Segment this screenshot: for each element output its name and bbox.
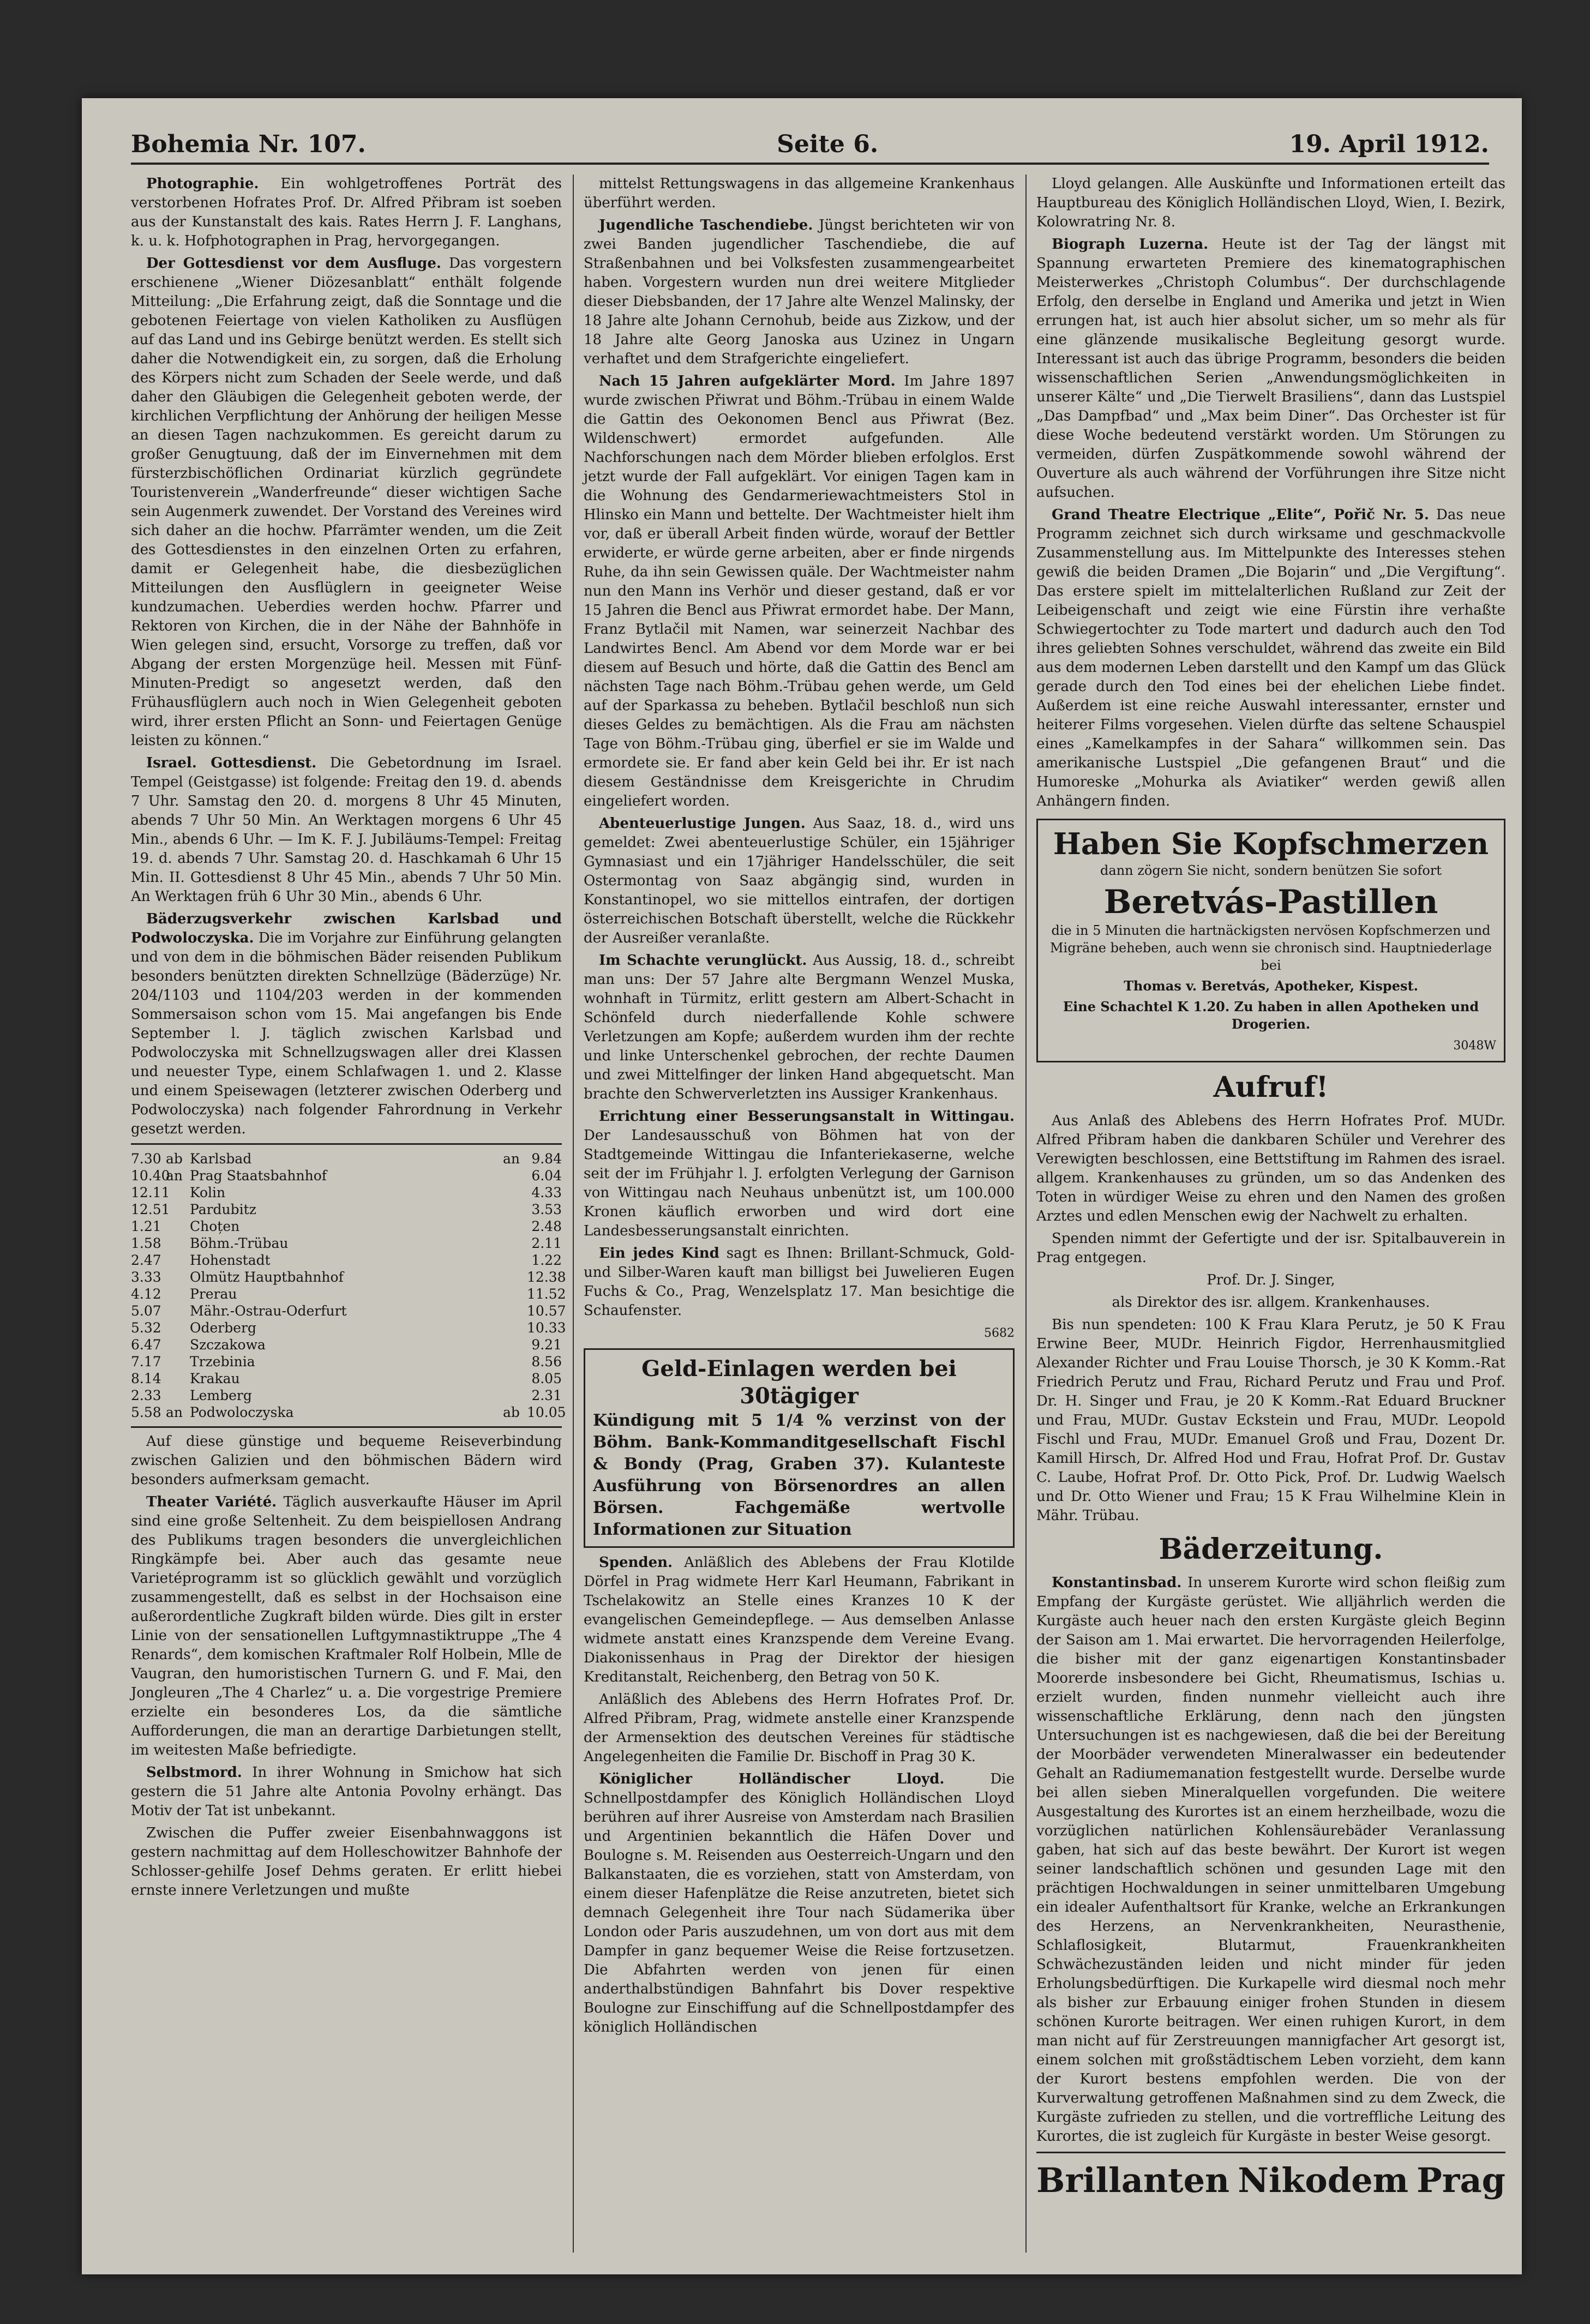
timetable-station: Prerau bbox=[190, 1286, 237, 1302]
article-israel-gottesdienst bbox=[131, 754, 562, 906]
timetable-m2 bbox=[503, 1353, 527, 1370]
article-lead: Biograph Luzerna. bbox=[1052, 236, 1209, 253]
columns bbox=[131, 175, 1506, 2253]
timetable-station: Böhm.-Trübau bbox=[190, 1235, 289, 1251]
timetable-m1: an bbox=[166, 1168, 183, 1184]
timetable-m1 bbox=[166, 1353, 190, 1370]
timetable-dep: 5.32 bbox=[131, 1320, 161, 1336]
timetable-m1 bbox=[166, 1336, 190, 1353]
article-lead: Theater Variété. bbox=[146, 1494, 277, 1510]
timetable-row bbox=[131, 1302, 566, 1319]
aufruf-donors: Bis nun spendeten: 100 K Frau Klara Perutz, je 50 K Frau Erwine Beer, MUDr. Heinrich Figdor, Herrenhausmitglied Alexander Richter und Frau Louise Thorsch, je 30 K Komm.-Rat Friedrich Perutz und Frau, Richard Perutz und Frau und Prof. Dr. H. Singer und Frau, je 20 K Komm.-Rat Eduard Bruckner und Frau, MUDr. Gustav Eckstein und Frau, MUDr. Leopold Fischl und Frau, MUDr. Emanuel Groß und Frau, Dozent Dr. Kamill Hirsch, Dr. Alfred Hod und Frau, Hofrat Prof. Dr. Gustav C. Laube, Hofrat Prof. Dr. Otto Pick, Prof. Dr. Ludwig Waelsch und Dr. Otto Wiener und Frau; 15 K Frau Wilhelmine Klein in Mähr. Trübau. bbox=[1036, 1317, 1505, 1524]
column-rule bbox=[573, 175, 574, 2253]
article-besserungsanstalt bbox=[584, 1107, 1015, 1241]
timetable-row bbox=[131, 1353, 562, 1370]
ad-word: Prag bbox=[1417, 2160, 1505, 2200]
timetable-m2 bbox=[503, 1286, 527, 1302]
timetable-m1 bbox=[166, 1302, 190, 1319]
article-spenden-2 bbox=[584, 1690, 1015, 1767]
timetable-dep: 12.11 bbox=[131, 1185, 170, 1200]
article-elite bbox=[1036, 506, 1505, 811]
timetable-arr: 10.05 bbox=[527, 1404, 566, 1420]
article-biograph bbox=[1036, 235, 1505, 502]
timetable-row bbox=[131, 1235, 562, 1252]
ad-firm: Thomas v. Beretvás, Apotheker, Kispest. bbox=[1124, 978, 1418, 994]
timetable-m1 bbox=[166, 1235, 190, 1252]
article-text: Jüngst berichteten wir von zwei Banden jugendlicher Taschendiebe, die auf Straßenbahnen und bei Volksfesten zusammengearbeitet haben. Vorgestern wurden nun drei weitere Mitglieder dieser Diebsbanden, der 17 Jahre alte Wenzel Malinsky, der 18 Jahre alte Johann Cernohub, beide aus Zizkow, und der 18 Jahre alte Georg Janoska aus Uzinez in Ungarn verhaftet und dem Strafgerichte eingeliefert. bbox=[584, 217, 1015, 367]
timetable-dep: 8.14 bbox=[131, 1371, 161, 1386]
timetable-dep: 7.30 bbox=[131, 1151, 161, 1167]
timetable-m2 bbox=[503, 1218, 527, 1235]
article-schacht bbox=[584, 951, 1015, 1104]
ad-nikodem bbox=[1036, 2152, 1505, 2202]
timetable-station: Lemberg bbox=[190, 1388, 252, 1403]
timetable-row bbox=[131, 1201, 562, 1218]
article-lloyd-cont bbox=[1036, 175, 1505, 232]
timetable-arr: 10.33 bbox=[527, 1320, 566, 1336]
timetable-m1 bbox=[166, 1184, 190, 1201]
timetable-m2 bbox=[503, 1184, 527, 1201]
article-photographie bbox=[131, 175, 562, 251]
timetable-dep: 5.07 bbox=[131, 1303, 161, 1319]
timetable-dep: 12.51 bbox=[131, 1202, 170, 1217]
timetable-station: Choțen bbox=[190, 1218, 240, 1234]
timetable-m2 bbox=[503, 1387, 527, 1404]
article-text: Die Gebetordnung im Israel. Tempel (Geistgasse) ist folgende: Freitag den 19. d. abends 7 Uhr. Samstag den 20. d. morgens 8 Uhr 45 Minuten, abends 7 Uhr 50 Min. An Werktagen morgens 6 Uhr 45 Min., abends 6 Uhr. — Im K. F. J. Jubiläums-Tempel: Freitag 19. d. abends 7 Uhr. Samstag 20. d. Haschkamah 6 Uhr 15 Min. II. Gottesdienst 8 Uhr 45 Min., abends 7 Uhr 50 Min. An Werktagen früh 6 Uhr 30 Min., abends 6 Uhr. bbox=[131, 755, 562, 905]
article-text: Die Schnellpostdampfer des Königlich Holländischen Lloyd berühren auf ihrer Ausreise von Amsterdam nach Brasilien und Argentinien bekanntlich die Häfen Dover und Boulogne s. M. Reisenden aus Oesterreich-Ungarn und den Balkanstaaten, die es vorziehen, statt von Amsterdam, von einem dieser Hafenplätze die Reise anzutreten, bietet sich demnach Gelegenheit ihre Tour nach Südamerika über London oder Paris auszudehnen, um von dort aus mit dem Dampfer in ganz bequemer Weise die Reise fortzusetzen. Die Abfahrten werden von jenen für einen anderthalbstündigen Bahnfahrt bis Dover respektive Boulogne zur Einschiffung auf die Schnellpostdampfer des königlich Holländischen bbox=[584, 1771, 1015, 2035]
article-baederzug bbox=[131, 910, 562, 1139]
article-lead: Königlicher Holländischer Lloyd. bbox=[599, 1771, 945, 1787]
timetable-arr: 2.11 bbox=[531, 1235, 562, 1251]
timetable-arr: 4.33 bbox=[531, 1185, 562, 1200]
timetable-station: Krakau bbox=[190, 1371, 240, 1386]
column-2 bbox=[584, 175, 1015, 2253]
ad-price: Eine Schachtel K 1.20. Zu haben in allen Apotheken und Drogerien. bbox=[1063, 999, 1479, 1032]
article-text: In ihrer Wohnung in Smichow hat sich gestern die 51 Jahre alte Antonia Povolny erhängt. Das Motiv der Tat ist unbekannt. bbox=[131, 1764, 562, 1819]
timetable-row bbox=[131, 1150, 562, 1167]
timetable-row bbox=[131, 1387, 562, 1404]
ad-heading: Geld-Einlagen werden bei 30tägiger bbox=[641, 1356, 957, 1409]
timetable-station: Kolin bbox=[190, 1185, 226, 1200]
timetable-m2 bbox=[503, 1336, 527, 1353]
article-lead: Nach 15 Jahren aufgeklärter Mord. bbox=[599, 373, 896, 389]
aufruf-text: Aus Anlaß des Ablebens des Herrn Hofrates Prof. MUDr. Alfred Přibram haben die dankbaren Schüler und Verehrer des Verewigten beschlossen, eine Bettstiftung im Rahmen des israel. allgem. Krankenhauses zu gründen, um so das Andenken des Toten in würdiger Weise zu ehren und den Namen des großen Arztes und edlen Menschen ewig der Nachwelt zu erhalten. bbox=[1036, 1113, 1505, 1224]
timetable-m1 bbox=[166, 1370, 190, 1387]
timetable-m2 bbox=[503, 1319, 527, 1336]
article-text: Heute ist der Tag der längst mit Spannung erwarteten Premiere des kinematographischen Meisterwerkes „Christoph Columbus“. Der durchschlagende Erfolg, den derselbe in England und Amerika und jetzt in Wien errungen hat, ist auch hier absolut sicher, um so mehr als für eine glänzende musikalische Begleitung gesorgt wurde. Interessant ist auch das übrige Programm, besonders die beiden wissenschaftlichen Serien „Anwendungsmöglichkeiten in unserer Kälte“ und „Die Tierwelt Brasiliens“, dann das Lustspiel „Das Dampfbad“ und „Max beim Diner“. Das Orchester ist für diese Woche bedeutend verstärkt worden. Um Störungen zu vermeiden, dürfen Zuspätkommende sowohl während der Ouverture als auch während der Vorführungen ihre Sitze nicht aufsuchen. bbox=[1036, 236, 1506, 501]
ad-code: 5682 bbox=[984, 1326, 1015, 1340]
article-lead: Errichtung einer Besserungsanstalt in Wittingau. bbox=[599, 1108, 1015, 1125]
timetable-dep: 2.33 bbox=[131, 1388, 161, 1403]
article-mord bbox=[584, 372, 1015, 811]
ad-beretvas bbox=[1036, 819, 1505, 1062]
article-text: In unserem Kurorte wird schon fleißig zum Empfang der Kurgäste gerüstet. Wie alljährlich werden die Kurgäste auch heuer nach den ersten Kurgäste gleich Beginn der Saison am 1. Mai erwartet. Die hervorragenden Heilerfolge, die bisher mit der ganz eigenartigen Konstantinsbader Moorerde insbesondere bei Gicht, Rheumatismus, Ischias u. erzielt wurden, finden nunmehr vielleicht auch ihre wissenschaftliche Erklärung, denn nach den jüngsten Untersuchungen ist es nachgewiesen, daß die bei der Bereitung der Moorbäder verwendeten Mineralwasser ein bedeutender Gehalt an Radiumemanation festgestellt wurde. Derselbe wurde bei allen sieben Mineralquellen vorgefunden. Die weitere Ausgestaltung des Kurortes ist an einem herzheilbade, wozu die vorzüglichen natürlichen Kohlensäurebäder Veranlassung gaben, hat sich auf das beste bewährt. Der Kurort ist wegen seiner landschaftlich schönen und gesunden Lage mit den prächtigen Hochwaldungen in seiner unmittelbaren Umgebung ein idealer Aufenthaltsort für Kranke, welche an Erkrankungen des Herzens, an Nervenkrankheiten, Neurasthenie, Schlaflosigkeit, Blutarmut, Frauenkrankheiten Schwächezuständen leiden und nicht minder für jeden Erholungsbedürftigen. Die Kurkapelle wird diesmal noch mehr als bisher zur Erbauung einiger frohen Stunden in diesem schönen Kurorte beitragen. Wer einen ruhigen Kurort, in dem man nicht auf für Zerstreuungen mannigfacher Art gesorgt ist, einem solchen mit großstädtischem Leben vorzieht, dem kann der Kurort bestens empfohlen werden. Die von der Kurverwaltung getroffenen Maßnahmen sind zu dem Zweck, die Kurgäste zufrieden zu stellen, und die vortreffliche Leitung des Kurortes, die ist zugleich für Kurgäste in bester Weise gesorgt. bbox=[1036, 1575, 1506, 2145]
article-lead: Grand Theatre Electrique „Elite“, Pořič Nr. 5. bbox=[1052, 507, 1429, 523]
ad-fuchs bbox=[584, 1244, 1015, 1320]
article-text: Anläßlich des Ablebens des Herrn Hofrates Prof. Dr. Alfred Přibram, Prag, widmete anstelle einer Kranzspende der Armensektion des deutschen Vereines für städtische Angelegenheiten die Familie Dr. Bischoff in Prag 30 K. bbox=[584, 1691, 1015, 1765]
article-text: Die im Vorjahre zur Einführung gelangten und von dem in die böhmischen Bäder reisenden Publikum besonders benützten direkten Schnellzüge (Bäderzüge) Nr. 204/1103 und 1104/203 werden in der kommenden Sommersaison schon vom 15. Mai angefangen bis Ende September l. J. täglich zwischen Karlsbad und Podwoloczyska mit Schnellzugswagen aller drei Klassen und neuester Type, einem Schlafwagen 1. und 2. Klasse und einem Speisewagen (letzterer zwischen Oderberg und Podwoloczyska) nach folgender Fahrordnung in Verkehr gesetzt werden. bbox=[131, 930, 562, 1137]
timetable-station: Pardubitz bbox=[190, 1202, 256, 1217]
article-konstantinsbad bbox=[1036, 1574, 1505, 2146]
article-lead: Abenteuerlustige Jungen. bbox=[599, 815, 806, 832]
ad-brand: Beretvás-Pastillen bbox=[1103, 883, 1438, 921]
timetable-row bbox=[131, 1218, 562, 1235]
header-issue: Bohemia Nr. 107. bbox=[131, 130, 366, 158]
aufruf-text-2: Spenden nimmt der Gefertigte und der isr. Spitalbauverein in Prag entgegen. bbox=[1036, 1230, 1505, 1266]
timetable-m2 bbox=[503, 1302, 527, 1319]
ad-word: Nikodem bbox=[1238, 2160, 1409, 2200]
article-text: sagt es Ihnen: Brillant-Schmuck, Gold- und Silber-Waren kauft man billigst bei Juwelieren Eugen Fuchs & Co., Prag, Wenzelsplatz 17. Man besichtige die Schaufenster. bbox=[584, 1245, 1015, 1319]
timetable-dep: 1.21 bbox=[131, 1218, 161, 1234]
article-taschendiebe bbox=[584, 216, 1015, 369]
timetable-station: Karlsbad bbox=[190, 1151, 252, 1167]
article-text: Aus Saaz, 18. d., wird uns gemeldet: Zwei abenteuerlustige Schüler, ein 15jähriger Gymnasiast und ein 17jähriger Handelsschüler, die seit Ostermontag von Saaz abgängig sind, wurden in Konstantinopel, wo sie mittellos eintrafen, der dortigen österreichischen Botschaft überstellt, welche die Rückkehr der Ausreißer veranlaßte. bbox=[584, 815, 1015, 946]
article-text: Anläßlich des Ablebens der Frau Klotilde Dörfel in Prag widmete Herr Karl Heumann, Fabrikant in Tschelakowitz an Stelle eines Kranzes 10 K der evangelischen Gemeindepflege. — Aus demselben Anlasse widmete anstatt eines Kranzspende dem Vereine Evang. Diakonissenhaus in Prag der Direktor der hiesigen Kreditanstalt, Reichenberg, den Betrag von 50 K. bbox=[584, 1554, 1015, 1685]
article-theater-variete bbox=[131, 1493, 562, 1760]
column-1 bbox=[131, 175, 566, 2253]
article-text: mittelst Rettungswagens in das allgemeine Krankenhaus überführt werden. bbox=[584, 176, 1015, 211]
timetable-row bbox=[131, 1370, 562, 1387]
article-lead: Ein jedes Kind bbox=[599, 1245, 719, 1262]
article-selbstmord bbox=[131, 1763, 562, 1821]
timetable-m1 bbox=[166, 1286, 190, 1302]
timetable-row bbox=[131, 1252, 562, 1269]
article-spenden bbox=[584, 1553, 1015, 1687]
timetable-station: Hohenstadt bbox=[190, 1252, 271, 1268]
timetable-arr: 8.56 bbox=[531, 1354, 562, 1370]
timetable-station: Trzebinia bbox=[190, 1354, 255, 1370]
timetable-arr: 12.38 bbox=[527, 1269, 566, 1285]
timetable-m2 bbox=[503, 1252, 527, 1269]
column-rule bbox=[1025, 175, 1027, 2253]
column-3 bbox=[1036, 175, 1505, 2253]
timetable-station: Prag Staatsbahnhof bbox=[190, 1168, 327, 1184]
article-gottesdienst-ausflug bbox=[131, 254, 562, 750]
article-reiseverbindung bbox=[131, 1432, 562, 1490]
timetable-row bbox=[131, 1167, 562, 1184]
ad-sub: dann zögern Sie nicht, sondern benützen Sie sofort bbox=[1100, 863, 1442, 878]
timetable-arr: 10.57 bbox=[527, 1303, 566, 1319]
aufruf-signature: Prof. Dr. J. Singer, bbox=[1207, 1272, 1335, 1288]
ad-geld-einlagen bbox=[584, 1348, 1015, 1548]
header-date: 19. April 1912. bbox=[1289, 130, 1489, 158]
timetable-arr: 2.48 bbox=[531, 1218, 562, 1234]
article-lead: Konstantinsbad. bbox=[1052, 1575, 1182, 1591]
timetable-dep: 1.58 bbox=[131, 1235, 161, 1251]
timetable-arr: 1.22 bbox=[531, 1252, 562, 1268]
baederzeitung-heading: Bäderzeitung. bbox=[1159, 1533, 1383, 1566]
timetable-dep: 2.47 bbox=[131, 1252, 161, 1268]
timetable-m2: ab bbox=[503, 1404, 520, 1420]
timetable bbox=[131, 1143, 566, 1428]
timetable-m2 bbox=[503, 1370, 527, 1387]
timetable-m2: an bbox=[503, 1151, 520, 1167]
article-lead: Israel. Gottesdienst. bbox=[146, 755, 317, 771]
timetable-dep: 5.58 bbox=[131, 1404, 161, 1420]
article-lead: Jugendliche Taschendiebe. bbox=[599, 217, 813, 233]
timetable-row bbox=[131, 1336, 562, 1353]
timetable-station: Oderberg bbox=[190, 1320, 256, 1336]
timetable-dep: 3.33 bbox=[131, 1269, 161, 1285]
timetable-m1 bbox=[166, 1319, 190, 1336]
timetable-m1: an bbox=[166, 1404, 183, 1420]
article-lead: Photographie. bbox=[146, 176, 259, 192]
article-text: Zwischen die Puffer zweier Eisenbahnwaggons ist gestern nachmittag auf dem Holleschowitzer Bahnhofe der Schlosser-gehilfe Josef Dehms geraten. Er erlitt hiebei ernste innere Verletzungen und mußte bbox=[131, 1825, 562, 1899]
article-lead: Bäderzugsverkehr zwischen Karlsbad und Podwoloczyska. bbox=[131, 911, 562, 946]
timetable-m2 bbox=[503, 1269, 527, 1286]
timetable-dep: 4.12 bbox=[131, 1286, 161, 1302]
article-text: Lloyd gelangen. Alle Auskünfte und Informationen erteilt das Hauptbureau des Königlich Holländischen Lloyd, Wien, I. Bezirk, Kolowratring Nr. 8. bbox=[1036, 176, 1505, 230]
timetable-row bbox=[131, 1184, 562, 1201]
ad-text: Kündigung mit 5 1/4 % verzinst von der Böhm. Bank-Kommanditgesellschaft Fischl & Bondy (Prag, Graben 37). Kulanteste Ausführung von Börsenordres an allen Börsen. Fachgemäße wertvolle Informationen zur Situation bbox=[593, 1411, 1005, 1539]
timetable-arr: 9.84 bbox=[531, 1151, 562, 1167]
page-header bbox=[131, 125, 1489, 165]
timetable-row bbox=[131, 1286, 566, 1302]
timetable-dep: 6.47 bbox=[131, 1337, 161, 1353]
timetable-arr: 6.04 bbox=[531, 1168, 562, 1184]
timetable-m1 bbox=[166, 1201, 190, 1218]
aufruf-signature-title: als Direktor des isr. allgem. Krankenhauses. bbox=[1112, 1294, 1430, 1311]
article-text: Auf diese günstige und bequeme Reiseverbindung zwischen Galizien und den böhmischen Bädern wird besonders aufmerksam gemacht. bbox=[131, 1433, 562, 1488]
timetable-row bbox=[131, 1319, 566, 1336]
article-lead: Spenden. bbox=[599, 1554, 673, 1571]
article-lead: Der Gottesdienst vor dem Ausfluge. bbox=[146, 255, 441, 272]
timetable-dep: 7.17 bbox=[131, 1354, 161, 1370]
timetable-station: Podwoloczyska bbox=[190, 1404, 294, 1420]
timetable-station: Mähr.-Ostrau-Oderfurt bbox=[190, 1303, 347, 1319]
ad-code: 3048W bbox=[1453, 1039, 1496, 1053]
timetable-m1 bbox=[166, 1387, 190, 1404]
timetable-m2 bbox=[503, 1235, 527, 1252]
article-text: Das neue Programm zeichnet sich durch wirksame und geschmackvolle Zusammenstellung aus. Im Mittelpunkte des Interesses stehen gewiß die beiden Dramen „Die Bojarin“ und „Die Vergiftung“. Das erstere spielt im mittelalterlichen Rußland zur Zeit der Leibeigenschaft und zeigt wie eine Fürstin ihre verhaßte Schwiegertochter zu Tode martert und dadurch auch den Tod ihres geliebten Sohnes verschuldet, während das zweite ein Bild aus dem modernen Leben darstellt und den Kampf um das Glück gerade durch den Tod eines bei der ehelichen Liebe findet. Außerdem ist eine reiche Auswahl interessanter, ernster und heiterer Films vorgesehen. Vielen dürfte das seltene Schauspiel eines „Kamelkampfes in der Sahara“ willkommen sein. Das amerikanische Lustspiel „Die gefangenen Braut“ und die Humoreske „Mohurka als Aviatiker“ werden gewiß allen Anhängern finden. bbox=[1036, 507, 1505, 809]
article-text: Der Landesausschuß von Böhmen hat von der Stadtgemeinde Wittingau die Infanteriekaserne, welche seit der im Frühjahr l. J. erfolgten Verlegung der Garnison von Wittingau nach Neuhaus unbenützt ist, um 100.000 Kronen käuflich erworben und wird dort eine Landesbesserungsanstalt einrichten. bbox=[584, 1127, 1015, 1239]
article-jungen bbox=[584, 814, 1015, 948]
aufruf-heading: Aufruf! bbox=[1213, 1071, 1329, 1104]
timetable-m2 bbox=[503, 1167, 527, 1184]
article-text: Täglich ausverkaufte Häuser im April sind eine große Seltenheit. Zu dem beispiellosen Andrang des Publikums tragen besonders die unvergleichlichen Ringkämpfe bei. Aber auch das gesamte neue Varietéprogramm ist so glücklich gewählt und vorzüglich zusammengestellt, daß es selbst in der Hochsaison eine außerordentliche Zugkraft bilden würde. Dies gilt in erster Linie von der sensationellen Luftgymnastiktruppe „The 4 Renards“, dem komischen Kraftmaler Rolf Holbein, Mlle de Vaugran, den humoristischen Turnern G. und F. Mai, den Jongleuren „The 4 Charlez“ u. a. Die vorgestrige Premiere erzielte ein besonderes Los, da die sämtliche Aufforderungen, die man an derartige Darbietungen stellt, im weitesten Maße befriedigte. bbox=[131, 1494, 562, 1758]
header-page-number: Seite 6. bbox=[777, 130, 879, 158]
timetable-row bbox=[131, 1404, 566, 1421]
article-text: Im Jahre 1897 wurde zwischen Přiwrat und Böhm.-Trübau in einem Walde die Gattin des Oekonomen Bencl aus Přiwrat (Bez. Wildenschwert) ermordet aufgefunden. Alle Nachforschungen nach dem Mörder blieben erfolglos. Erst jetzt wurde der Fall aufgeklärt. Vor einigen Tagen kam in die Wohnung des Gendarmeriewachtmeisters Stol in Hlinsko ein Mann und bettelte. Der Wachtmeister hielt ihm vor, daß er überall Arbeit finden würde, worauf der Bettler erwiderte, er würde gerne arbeiten, aber er finde nirgends Ruhe, da ihn sein Gewissen quäle. Der Wachtmeister nahm nun den Mann ins Verhör und dieser gestand, daß er vor 15 Jahren die Bencl aus Přiwrat ermordet habe. Der Mann, Franz Bytlačil mit Namen, war seinerzeit Nachbar des Landwirtes Bencl. Am Abend vor dem Morde war er bei diesem auf Besuch und hörte, daß die Gattin des Bencl am nächsten Tage nach Böhm.-Trübau gehen werde, um Geld auf der Sparkassa zu beheben. Bytlačil beschloß nun sich dieses Geldes zu bemächtigen. Als die Frau am nächsten Tage von Böhm.-Trübau ging, überfiel er sie im Walde und ermordete sie. Er fand aber kein Geld bei ihr. Er ist nach diesem Geständnisse dem Kreisgerichte in Chrudim eingeliefert worden. bbox=[584, 373, 1015, 809]
timetable-arr: 9.21 bbox=[531, 1337, 562, 1353]
timetable-m1 bbox=[166, 1252, 190, 1269]
article-lead: Im Schachte verunglückt. bbox=[599, 952, 807, 969]
timetable-m1 bbox=[166, 1269, 190, 1286]
timetable-station: Olmütz Hauptbahnhof bbox=[190, 1269, 344, 1285]
timetable-m2 bbox=[503, 1201, 527, 1218]
timetable-m1: ab bbox=[166, 1151, 183, 1167]
timetable-arr: 3.53 bbox=[531, 1202, 562, 1217]
timetable-dep: 10.40 bbox=[131, 1168, 170, 1184]
newspaper-page bbox=[82, 98, 1522, 2274]
timetable-arr: 8.05 bbox=[531, 1371, 562, 1386]
timetable-station: Szczakowa bbox=[190, 1337, 266, 1353]
article-lead: Selbstmord. bbox=[146, 1764, 242, 1781]
article-text: Aus Aussig, 18. d., schreibt man uns: Der 57 Jahre alte Bergmann Wenzel Muska, wohnhaft in Türmitz, erlitt gestern am Albert-Schacht in Schönfeld durch niederfallende Kohle schwere Verletzungen am Kopfe; außerdem wurden ihm der rechte und linke Unterschenkel gebrochen, der rechte Daumen und zwei Mittelfinger der linken Hand abgequetscht. Man brachte den Schwerverletzten ins Aussiger Krankenhaus. bbox=[584, 952, 1015, 1102]
timetable-m1 bbox=[166, 1218, 190, 1235]
article-eisenbahn-unfall bbox=[131, 1824, 562, 1900]
ad-heading: Haben Sie Kopfschmerzen bbox=[1053, 826, 1489, 861]
ad-word: Brillanten bbox=[1036, 2160, 1230, 2200]
article-continuation bbox=[584, 175, 1015, 213]
article-text: Ein wohlgetroffenes Porträt des verstorbenen Hofrates Prof. Dr. Alfred Přibram ist soeben aus der Kunstanstalt des kais. Rates Herrn J. F. Langhans, k. u. k. Hofphotographen in Prag, hervorgegangen. bbox=[131, 176, 562, 249]
timetable-arr: 11.52 bbox=[527, 1286, 566, 1302]
article-lloyd bbox=[584, 1770, 1015, 2037]
article-text: Das vorgestern erschienene „Wiener Diözesanblatt“ enthält folgende Mitteilung: „Die Erfahrung zeigt, daß die Sonntage und die gebotenen Feiertage von vielen Katholiken zu Ausflügen auf das Land und ins Gebirge benützt werden. Es stellt sich daher die Notwendigkeit ein, zu sorgen, daß die Erholung des Körpers nicht zum Schaden der Seele werde, und daß daher den Gläubigen die Gelegenheit geboten werde, der kirchlichen Verpflichtung der Anhörung der heiligen Messe an diesen Tagen nachzukommen. Es gereicht darum zu großer Genugtuung, daß der im Einvernehmen mit dem fürsterzbischöflichen Ordinariat kürzlich gegründete Touristenverein „Wanderfreunde“ dieser wichtigen Sache sein Augenmerk zuwendet. Der Vorstand des Vereines wird sich daher an die hochw. Pfarrämter wenden, um die Zeit des Gottesdienstes in den einzelnen Orten zu erfahren, damit er Gelegenheit habe, die diesbezüglichen Mitteilungen den Ausflüglern in geeigneter Weise kundzumachen. Ueberdies werden hochw. Pfarrer und Rektoren von Kirchen, die in der Nähe der Bahnhöfe in Wien gelegen sind, ersucht, Vorsorge zu treffen, daß vor Abgang der ersten Morgenzüge heil. Messen mit Fünf-Minuten-Predigt so angesetzt werden, daß den Frühausflüglern auch noch in Wien Gelegenheit geboten wird, ihrer ersten Pflicht an Sonn- und Feiertagen Genüge leisten zu können.“ bbox=[131, 255, 562, 749]
timetable-arr: 2.31 bbox=[531, 1388, 562, 1403]
ad-desc: die in 5 Minuten die hartnäckigsten nervösen Kopfschmerzen und Migräne beheben, auch wenn sie chronisch sind. Hauptniederlage bei bbox=[1049, 923, 1492, 973]
timetable-row bbox=[131, 1269, 566, 1286]
